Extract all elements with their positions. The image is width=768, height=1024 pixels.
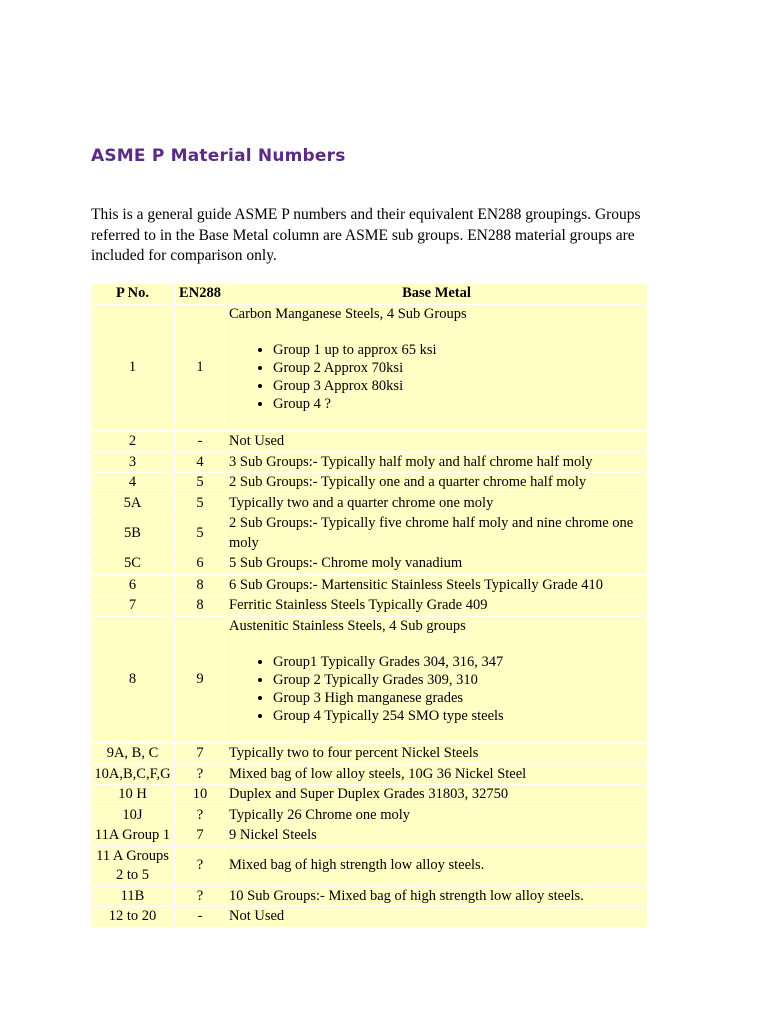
table-body [91,305,648,928]
p-number-cell: 11B [91,887,175,908]
table-row [91,847,648,887]
base-metal-description: 2 Sub Groups:- Typically five chrome half moly and nine chrome one moly [229,515,634,551]
table-header-row [91,284,648,305]
base-metal-cell [226,473,648,494]
sub-group-item: • Group1 Typically Grades 304, 316, 347 [273,653,645,671]
sub-group-item: • Group 3 Approx 80ksi [273,377,645,395]
base-metal-cell [226,907,648,928]
p-number-cell: 7 [91,596,175,617]
p-number-cell: 10A,B,C,F,G [91,765,175,786]
table-row [91,826,648,847]
p-number-cell: 9A, B, C [91,743,175,765]
intro-paragraph: This is a general guide ASME P numbers and their equivalent EN288 groupings. Groups referred to in the Base Metal column are ASME sub groups. EN288 material groups are included for comparison only. [91,206,641,264]
table-row [91,431,648,453]
p-number-cell: 5C [91,554,175,575]
base-metal-cell [226,494,648,515]
table-row [91,806,648,827]
en288-cell: 5 [175,514,226,554]
en288-cell: 5 [175,494,226,515]
en288-cell: 4 [175,453,226,474]
sub-group-list [229,653,645,725]
sub-group-item: • Group 2 Approx 70ksi [273,359,645,377]
p-number-cell: 5B [91,514,175,554]
table-row [91,305,648,432]
base-metal-cell [226,431,648,453]
en288-cell: 10 [175,785,226,806]
table-row [91,596,648,617]
p-number-cell: 3 [91,453,175,474]
base-metal-description: 9 Nickel Steels [229,827,317,843]
table-row [91,765,648,786]
base-metal-cell [226,847,648,887]
base-metal-cell [226,806,648,827]
base-metal-description: Not Used [229,908,285,924]
header-p-no: P No. [91,284,175,305]
base-metal-cell [226,617,648,744]
en288-cell: - [175,907,226,928]
en288-cell: ? [175,887,226,908]
p-number-cell: 2 [91,431,175,453]
table-row [91,575,648,597]
sub-group-item: • Group 4 Typically 254 SMO type steels [273,707,645,725]
base-metal-description: 3 Sub Groups:- Typically half moly and half chrome half moly [229,453,593,470]
base-metal-description: 6 Sub Groups:- Martensitic Stainless Steels Typically Grade 410 [229,576,604,593]
base-metal-cell [226,453,648,474]
base-metal-cell [226,596,648,617]
base-metal-description: Mixed bag of high strength low alloy steels. [229,857,485,874]
en288-cell: ? [175,765,226,786]
base-metal-description: Austenitic Stainless Steels, 4 Sub groups [229,617,466,634]
sub-group-item: • Group 3 High manganese grades [273,689,645,707]
p-number-cell: 10J [91,806,175,827]
base-metal-cell [226,826,648,847]
base-metal-description: Typically 26 Chrome one moly [229,806,411,823]
table-row [91,887,648,908]
base-metal-cell [226,765,648,786]
base-metal-cell [226,305,648,432]
p-number-cell: 11A Group 1 [91,826,175,847]
base-metal-description: Mixed bag of low alloy steels, 10G 36 Nickel Steel [229,765,527,782]
p-number-cell: 6 [91,575,175,597]
table-row [91,617,648,744]
en288-cell: 5 [175,473,226,494]
en288-cell: ? [175,847,226,887]
base-metal-description: 5 Sub Groups:- Chrome moly vanadium [229,555,463,571]
base-metal-description: Duplex and Super Duplex Grades 31803, 32750 [229,786,509,802]
en288-cell: 8 [175,575,226,597]
en288-cell: 7 [175,743,226,765]
base-metal-cell [226,743,648,765]
table-row [91,907,648,928]
table-row [91,453,648,474]
table-row [91,554,648,575]
en288-cell: 6 [175,554,226,575]
table-row [91,494,648,515]
table-row [91,743,648,765]
page-title: ASME P Material Numbers [91,146,346,166]
p-number-cell: 10 H [91,785,175,806]
en288-cell: ? [175,806,226,827]
table-row [91,785,648,806]
header-en288: EN288 [175,284,226,305]
base-metal-cell [226,575,648,597]
base-metal-description: Not Used [229,433,285,449]
sub-group-item: • Group 4 ? [273,395,645,413]
sub-group-item: • Group 1 up to approx 65 ksi [273,341,645,359]
base-metal-cell [226,554,648,575]
sub-group-item: • Group 2 Typically Grades 309, 310 [273,671,645,689]
en288-cell: 8 [175,596,226,617]
base-metal-cell [226,785,648,806]
en288-cell: - [175,431,226,453]
base-metal-cell [226,514,648,554]
header-base-metal: Base Metal [226,284,648,305]
base-metal-description: Typically two and a quarter chrome one moly [229,494,494,511]
p-number-cell: 8 [91,617,175,744]
p-number-cell: 5A [91,494,175,515]
base-metal-description: Ferritic Stainless Steels Typically Grade 409 [229,597,488,613]
base-metal-description: 2 Sub Groups:- Typically one and a quarter chrome half moly [229,474,587,490]
en288-cell: 1 [175,305,226,432]
base-metal-description: 10 Sub Groups:- Mixed bag of high strength low alloy steels. [229,887,584,904]
p-number-cell: 11 A Groups 2 to 5 [91,847,175,887]
p-number-cell: 12 to 20 [91,907,175,928]
p-number-cell: 1 [91,305,175,432]
base-metal-description: Typically two to four percent Nickel Steels [229,745,479,761]
en288-cell: 7 [175,826,226,847]
sub-group-list [229,341,645,413]
p-number-table [91,284,648,928]
base-metal-cell [226,887,648,908]
en288-cell: 9 [175,617,226,744]
base-metal-description: Carbon Manganese Steels, 4 Sub Groups [229,305,467,322]
p-number-cell: 4 [91,473,175,494]
table-row [91,473,648,494]
table-row [91,514,648,554]
